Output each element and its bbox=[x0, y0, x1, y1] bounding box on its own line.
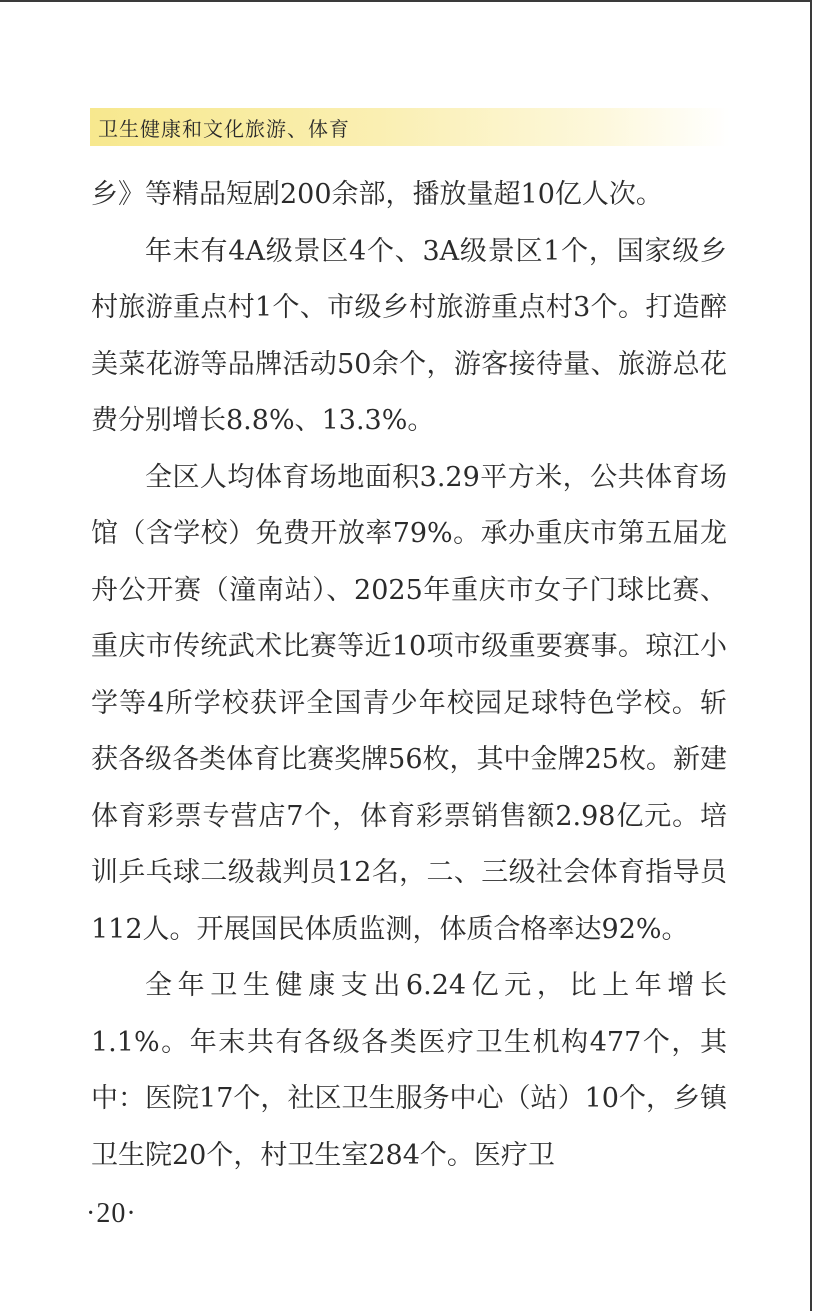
paragraph-tourism: 年末有4A级景区4个、3A级景区1个，国家级乡村旅游重点村1个、市级乡村旅游重点村3个。打造醉美菜花游等品牌活动50余个，游客接待量、旅游总花费分别增长8.8%、13.3%。 bbox=[91, 235, 727, 436]
section-title: 卫生健康和文化旅游、体育 bbox=[98, 116, 350, 141]
paragraph-health: 全年卫生健康支出6.24亿元，比上年增长1.1%。年末共有各级各类医疗卫生机构477个，其中：医院17个，社区卫生服务中心（站）10个，乡镇卫生院20个，村卫生室284个。医疗卫 bbox=[91, 970, 727, 1171]
page-number: ·20· bbox=[86, 1198, 137, 1229]
paragraph-sports: 全区人均体育场地面积3.29平方米，公共体育场馆（含学校）免费开放率79%。承办重庆市第五届龙舟公开赛（潼南站）、2025年重庆市女子门球比赛、重庆市传统武术比赛等近10项市级重要赛事。琼江小学等4所学校获评全国青少年校园足球特色学校。斩获各级各类体育比赛奖牌56枚，其中金牌25枚。新建体育彩票专营店7个，体育彩票销售额2.98亿元。培训乒乓球二级裁判员12名，二、三级社会体育指导员112人。开展国民体质监测，体质合格率达92%。 bbox=[91, 461, 727, 945]
body-text bbox=[91, 167, 727, 1184]
paragraph-continuation: 乡》等精品短剧200余部，播放量超10亿人次。 bbox=[91, 179, 663, 210]
section-header-bar bbox=[90, 108, 730, 146]
